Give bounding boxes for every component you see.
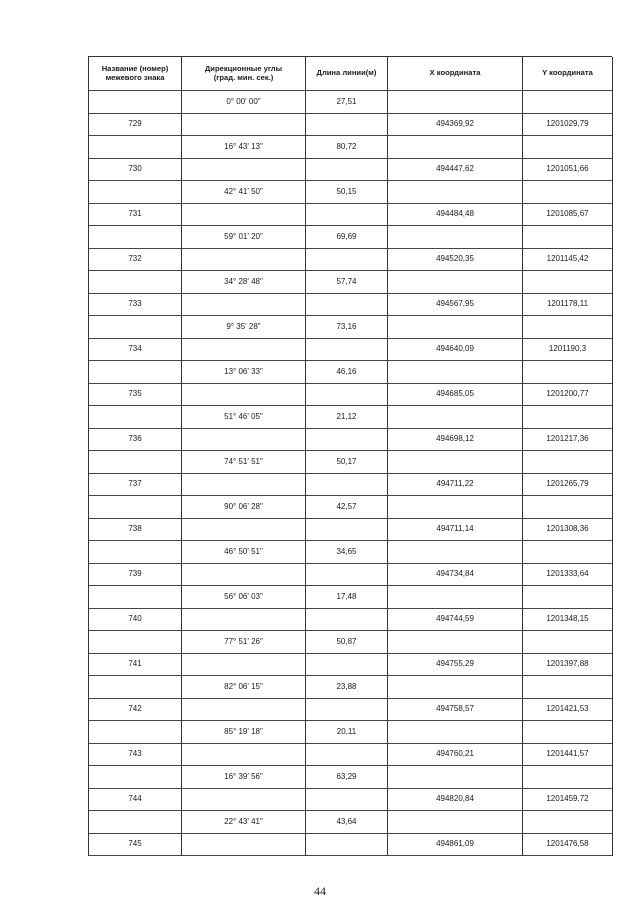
cell-marker-name: 733 — [89, 294, 182, 317]
header-name-line2: межевого знака — [105, 72, 165, 82]
header-name — [89, 57, 182, 91]
cell-empty — [523, 181, 613, 204]
cell-y: 1201348,15 — [523, 609, 613, 632]
cell-empty — [89, 496, 182, 519]
cell-empty — [306, 474, 388, 497]
cell-empty — [89, 406, 182, 429]
cell-angle: 56° 06' 03" — [182, 586, 306, 609]
cell-empty — [89, 136, 182, 159]
cell-empty — [306, 159, 388, 182]
cell-length: 27,51 — [306, 91, 388, 114]
cell-x: 494861,09 — [388, 834, 523, 857]
cell-empty — [388, 271, 523, 294]
cell-empty — [523, 721, 613, 744]
cell-x: 494369,92 — [388, 114, 523, 137]
cell-y: 1201421,53 — [523, 699, 613, 722]
cell-empty — [388, 721, 523, 744]
cell-length: 63,29 — [306, 766, 388, 789]
cell-empty — [182, 204, 306, 227]
cell-length: 20,11 — [306, 721, 388, 744]
cell-marker-name: 738 — [89, 519, 182, 542]
cell-y: 1201217,36 — [523, 429, 613, 452]
cell-marker-name: 734 — [89, 339, 182, 362]
cell-marker-name: 742 — [89, 699, 182, 722]
cell-y: 1201200,77 — [523, 384, 613, 407]
cell-empty — [523, 586, 613, 609]
header-angle — [182, 57, 306, 91]
cell-empty — [306, 654, 388, 677]
cell-y: 1201085,67 — [523, 204, 613, 227]
cell-empty — [182, 744, 306, 767]
cell-empty — [306, 519, 388, 542]
cell-x: 494758,57 — [388, 699, 523, 722]
cell-y: 1201178,11 — [523, 294, 613, 317]
cell-angle: 46° 50' 51" — [182, 541, 306, 564]
cell-length: 73,16 — [306, 316, 388, 339]
cell-empty — [523, 496, 613, 519]
cell-marker-name: 729 — [89, 114, 182, 137]
cell-x: 494685,05 — [388, 384, 523, 407]
cell-empty — [388, 316, 523, 339]
cell-length: 23,88 — [306, 676, 388, 699]
cell-empty — [388, 406, 523, 429]
cell-y: 1201459,72 — [523, 789, 613, 812]
cell-empty — [182, 429, 306, 452]
cell-empty — [182, 339, 306, 362]
cell-angle: 82° 06' 15" — [182, 676, 306, 699]
cell-marker-name: 740 — [89, 609, 182, 632]
cell-empty — [89, 361, 182, 384]
cell-empty — [182, 834, 306, 857]
cell-x: 494447,62 — [388, 159, 523, 182]
cell-marker-name: 741 — [89, 654, 182, 677]
cell-marker-name: 730 — [89, 159, 182, 182]
cell-empty — [89, 226, 182, 249]
cell-y: 1201190,3 — [523, 339, 613, 362]
cell-angle: 85° 19' 18" — [182, 721, 306, 744]
cell-empty — [306, 789, 388, 812]
cell-empty — [523, 226, 613, 249]
cell-empty — [182, 654, 306, 677]
cell-length: 42,57 — [306, 496, 388, 519]
cell-y: 1201441,57 — [523, 744, 613, 767]
cell-empty — [523, 541, 613, 564]
cell-angle: 74° 51' 51" — [182, 451, 306, 474]
cell-empty — [306, 204, 388, 227]
cell-empty — [182, 384, 306, 407]
cell-angle: 59° 01' 20" — [182, 226, 306, 249]
cell-y: 1201145,42 — [523, 249, 613, 272]
cell-length: 50,17 — [306, 451, 388, 474]
cell-empty — [306, 294, 388, 317]
cell-empty — [182, 699, 306, 722]
cell-empty — [388, 496, 523, 519]
cell-marker-name: 739 — [89, 564, 182, 587]
cell-empty — [89, 811, 182, 834]
cell-angle: 34° 28' 48" — [182, 271, 306, 294]
cell-empty — [89, 451, 182, 474]
cell-length: 34,65 — [306, 541, 388, 564]
cell-length: 80,72 — [306, 136, 388, 159]
cell-empty — [523, 766, 613, 789]
cell-x: 494484,48 — [388, 204, 523, 227]
cell-marker-name: 744 — [89, 789, 182, 812]
cell-empty — [523, 451, 613, 474]
header-name-line1: Название (номер) — [101, 63, 169, 73]
header-length: Длина линии(м) — [306, 57, 388, 91]
cell-empty — [182, 114, 306, 137]
cell-empty — [182, 474, 306, 497]
cell-empty — [306, 384, 388, 407]
cell-angle: 22° 43' 41" — [182, 811, 306, 834]
cell-empty — [89, 271, 182, 294]
header-y: Y координата — [523, 57, 613, 91]
cell-y: 1201476,58 — [523, 834, 613, 857]
cell-empty — [182, 564, 306, 587]
cell-empty — [89, 541, 182, 564]
cell-empty — [306, 339, 388, 362]
cell-empty — [388, 361, 523, 384]
cell-empty — [388, 541, 523, 564]
cell-x: 494640,09 — [388, 339, 523, 362]
cell-angle: 90° 06' 28" — [182, 496, 306, 519]
cell-length: 21,12 — [306, 406, 388, 429]
header-angle-line1: Дирекционные углы — [204, 63, 283, 73]
cell-y: 1201051,66 — [523, 159, 613, 182]
cell-empty — [388, 91, 523, 114]
cell-angle: 0° 00' 00" — [182, 91, 306, 114]
cell-length: 57,74 — [306, 271, 388, 294]
cell-empty — [182, 249, 306, 272]
cell-length: 50,87 — [306, 631, 388, 654]
cell-x: 494698,12 — [388, 429, 523, 452]
cell-empty — [306, 744, 388, 767]
cell-empty — [89, 91, 182, 114]
cell-empty — [388, 586, 523, 609]
cell-length: 43,64 — [306, 811, 388, 834]
header-x: X координата — [388, 57, 523, 91]
cell-x: 494567,95 — [388, 294, 523, 317]
cell-angle: 16° 43' 13" — [182, 136, 306, 159]
cell-empty — [523, 136, 613, 159]
cell-angle: 42° 41' 50" — [182, 181, 306, 204]
cell-marker-name: 735 — [89, 384, 182, 407]
cell-y: 1201333,64 — [523, 564, 613, 587]
cell-x: 494734,84 — [388, 564, 523, 587]
cell-x: 494820,84 — [388, 789, 523, 812]
cell-empty — [523, 361, 613, 384]
cell-length: 50,15 — [306, 181, 388, 204]
cell-marker-name: 732 — [89, 249, 182, 272]
cell-empty — [523, 316, 613, 339]
cell-empty — [89, 181, 182, 204]
cell-length: 17,48 — [306, 586, 388, 609]
cell-empty — [182, 294, 306, 317]
cell-empty — [89, 766, 182, 789]
cell-marker-name: 743 — [89, 744, 182, 767]
cell-empty — [89, 631, 182, 654]
cell-empty — [182, 609, 306, 632]
cell-empty — [523, 676, 613, 699]
cell-empty — [306, 429, 388, 452]
cell-empty — [89, 316, 182, 339]
cell-y: 1201265,79 — [523, 474, 613, 497]
cell-empty — [523, 91, 613, 114]
cell-empty — [89, 721, 182, 744]
coordinates-table — [88, 56, 612, 856]
page-number: 44 — [314, 884, 326, 898]
cell-marker-name: 745 — [89, 834, 182, 857]
cell-empty — [388, 226, 523, 249]
cell-x: 494760,21 — [388, 744, 523, 767]
cell-angle: 16° 39' 56" — [182, 766, 306, 789]
cell-angle: 9° 35' 28" — [182, 316, 306, 339]
cell-empty — [523, 631, 613, 654]
cell-empty — [182, 519, 306, 542]
cell-empty — [388, 766, 523, 789]
cell-marker-name: 736 — [89, 429, 182, 452]
cell-y: 1201397,88 — [523, 654, 613, 677]
cell-x: 494755,29 — [388, 654, 523, 677]
cell-angle: 13° 06' 33" — [182, 361, 306, 384]
cell-length: 46,16 — [306, 361, 388, 384]
cell-empty — [388, 136, 523, 159]
cell-y: 1201308,36 — [523, 519, 613, 542]
cell-length: 69,69 — [306, 226, 388, 249]
cell-empty — [182, 789, 306, 812]
cell-empty — [523, 271, 613, 294]
cell-empty — [388, 676, 523, 699]
cell-empty — [89, 586, 182, 609]
cell-empty — [306, 834, 388, 857]
header-angle-line2: (град. мин. сек.) — [213, 72, 274, 82]
cell-marker-name: 731 — [89, 204, 182, 227]
cell-y: 1201029,79 — [523, 114, 613, 137]
cell-angle: 51° 46' 05" — [182, 406, 306, 429]
cell-angle: 77° 51' 26" — [182, 631, 306, 654]
cell-empty — [89, 676, 182, 699]
cell-empty — [388, 631, 523, 654]
table-grid — [88, 56, 612, 856]
cell-marker-name: 737 — [89, 474, 182, 497]
cell-x: 494744,59 — [388, 609, 523, 632]
cell-empty — [388, 451, 523, 474]
cell-empty — [523, 811, 613, 834]
cell-x: 494520,35 — [388, 249, 523, 272]
cell-empty — [306, 609, 388, 632]
cell-empty — [306, 699, 388, 722]
cell-x: 494711,22 — [388, 474, 523, 497]
cell-empty — [306, 114, 388, 137]
cell-empty — [306, 249, 388, 272]
cell-x: 494711,14 — [388, 519, 523, 542]
cell-empty — [388, 811, 523, 834]
cell-empty — [388, 181, 523, 204]
cell-empty — [523, 406, 613, 429]
cell-empty — [306, 564, 388, 587]
cell-empty — [182, 159, 306, 182]
